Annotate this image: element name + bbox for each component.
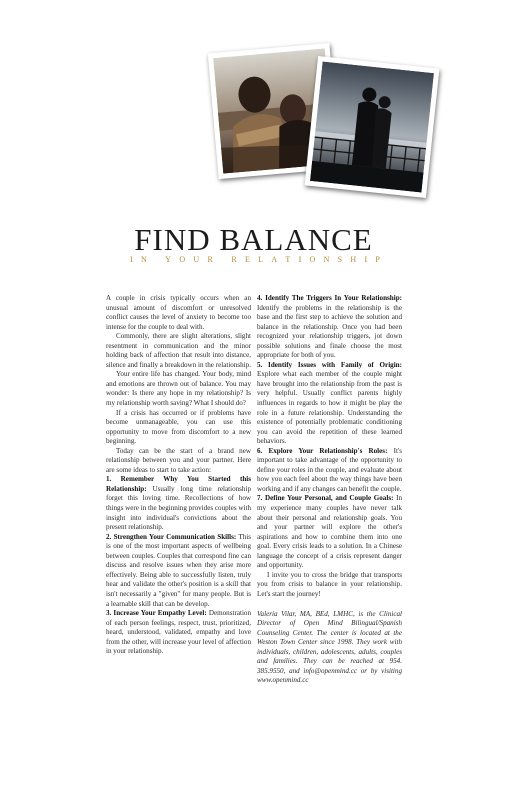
subtitle-letter: O bbox=[309, 255, 316, 264]
subtitle-letter: O bbox=[179, 255, 186, 264]
author-credit: Valeria Vilar, MA, BEd, LMHC, is the Clinical Director of Open Mind Bilingual/Spanish Counseling Center. The center is located at the Weston Town Center since 1998. They work with individuals, children, adolescents, adults, couples and families. They can be reached at 954. 385.9550, and info@openmind.cc or by visiting www.openmind.cc bbox=[257, 609, 402, 685]
tip-item-6 bbox=[257, 447, 402, 495]
subtitle-gap bbox=[221, 255, 223, 264]
body-paragraph: If a crisis has occurred or if problems have become unmanageable, you can use this opportunity to move from discomfort to a new beginning. bbox=[106, 408, 251, 446]
intro-paragraph: A couple in crisis typically occurs when an unusual amount of discomfort or unresolved conflict causes the level of anxiety to become too intense for the couple to deal with. bbox=[106, 294, 251, 331]
subtitle-letter: Y bbox=[165, 255, 172, 264]
tip-body: Explore what each member of the couple might have brought into the relationship from the past is very helpful. Usually conflict parents highly influences in regards to how it might be play the role in a future relationship. Understanding the existence of potentially problematic conditioning you can avoid the repetition of these learned behaviors. bbox=[257, 370, 402, 446]
tip-heading: 7. Define Your Personal, and Couple Goals: bbox=[257, 494, 394, 503]
subtitle-letter: H bbox=[350, 255, 357, 264]
tip-item-5 bbox=[257, 361, 402, 447]
subtitle-letter: P bbox=[375, 255, 380, 264]
subtitle-letter: U bbox=[193, 255, 200, 264]
couple-photo-right bbox=[305, 56, 440, 198]
subtitle-letter: E bbox=[245, 255, 250, 264]
subtitle-letter: A bbox=[271, 255, 278, 264]
article-column-right bbox=[257, 294, 402, 686]
subtitle-letter: S bbox=[337, 255, 343, 264]
tip-body: It's important to take advantage of the opportunity to define your roles in the couple, and evaluate about how you each feel about the way things have been working and if any changes can benefit the couple. bbox=[257, 446, 402, 493]
body-paragraph: Commonly, there are slight alterations, slight resentment in communication and the minor holding back of affection that result into distance, silence and finally a breakdown in the relationship. bbox=[106, 332, 251, 369]
tip-item-4 bbox=[257, 294, 402, 361]
tip-heading: 5. Identify Issues with Family of Origin: bbox=[257, 360, 402, 369]
subtitle-gap bbox=[155, 255, 157, 264]
subtitle-letter: R bbox=[231, 255, 237, 264]
tip-heading: 3. Increase Your Empathy Level: bbox=[106, 609, 207, 618]
tip-body: Demonstration of each person feelings, respect, trust, prioritized, heard, understood, validated, empathy and love from the other, will increase your level of affection in your relationship. bbox=[106, 609, 252, 656]
body-paragraph: Today can be the start of a brand new relationship between you and your partner. Here are some ideas to start to take action: bbox=[106, 446, 251, 474]
couple-silhouette-image bbox=[310, 61, 434, 192]
subtitle-letter: N bbox=[323, 255, 330, 264]
subtitle-letter: I bbox=[130, 255, 133, 264]
body-paragraph: Your entire life has changed. Your body, mind and emotions are thrown out of balance. You may wonder: Is there any hope in my relationship? Is my relationship worth saving? What I should do? bbox=[106, 370, 251, 408]
tip-item-3 bbox=[106, 609, 251, 657]
subtitle-letter: I bbox=[364, 255, 368, 264]
page-subtitle bbox=[130, 255, 380, 264]
tip-body: This is one of the most important aspects of wellbeing between couples. Couples that correspond fine can discuss and resolve issues when they arise more effectively. Being able to successfully listen, truly hear and validate the other's position is a skill that isn't necessarily a "given" for many people. But is a learnable skill that can be develop. bbox=[106, 532, 251, 608]
tip-body: Usually long time relationship forget this loving time. Recollections of how things were in the beginning provides couples with insight into individual's convictions about the present relationship. bbox=[106, 484, 251, 532]
tip-heading: 2. Strengthen Your Communication Skills: bbox=[106, 532, 237, 541]
subtitle-letter: L bbox=[258, 255, 264, 264]
tip-item-2 bbox=[106, 533, 251, 609]
subtitle-letter: N bbox=[140, 255, 147, 264]
tip-heading: 6. Explore Your Relationship's Roles: bbox=[257, 446, 388, 455]
tip-item-7 bbox=[257, 494, 402, 570]
tip-body: In my experience many couples have never talk about their personal and relationship goals. You and your partner will explore the other's aspirations and how to combine them into one goal. Every crisis leads to a solution. In a Chinese language the concept of a crisis represent danger and opportunity. bbox=[257, 494, 402, 570]
tip-body: Identify the problems in the relationship is the base and the first step to achieve the solution and balance in the relationship. Once you had been recognized your relationship triggers, jot down possible solutions and finale choose the most appropriate for both of you. bbox=[257, 303, 402, 360]
page-title: FIND BALANCE bbox=[134, 222, 373, 257]
tip-item-1 bbox=[106, 475, 251, 532]
article-column-left bbox=[106, 294, 251, 657]
subtitle-letter: R bbox=[207, 255, 213, 264]
closing-paragraph: I invite you to cross the bridge that transports you from crisis to balance in your relationship. Let's start the journey! bbox=[257, 570, 402, 598]
subtitle-letter: I bbox=[298, 255, 302, 264]
tip-heading: 4. Identify The Triggers In Your Relationship: bbox=[257, 294, 402, 302]
tip-heading: 1. Remember Why You Started this Relationship: bbox=[106, 475, 251, 493]
subtitle-letter: T bbox=[285, 255, 291, 264]
